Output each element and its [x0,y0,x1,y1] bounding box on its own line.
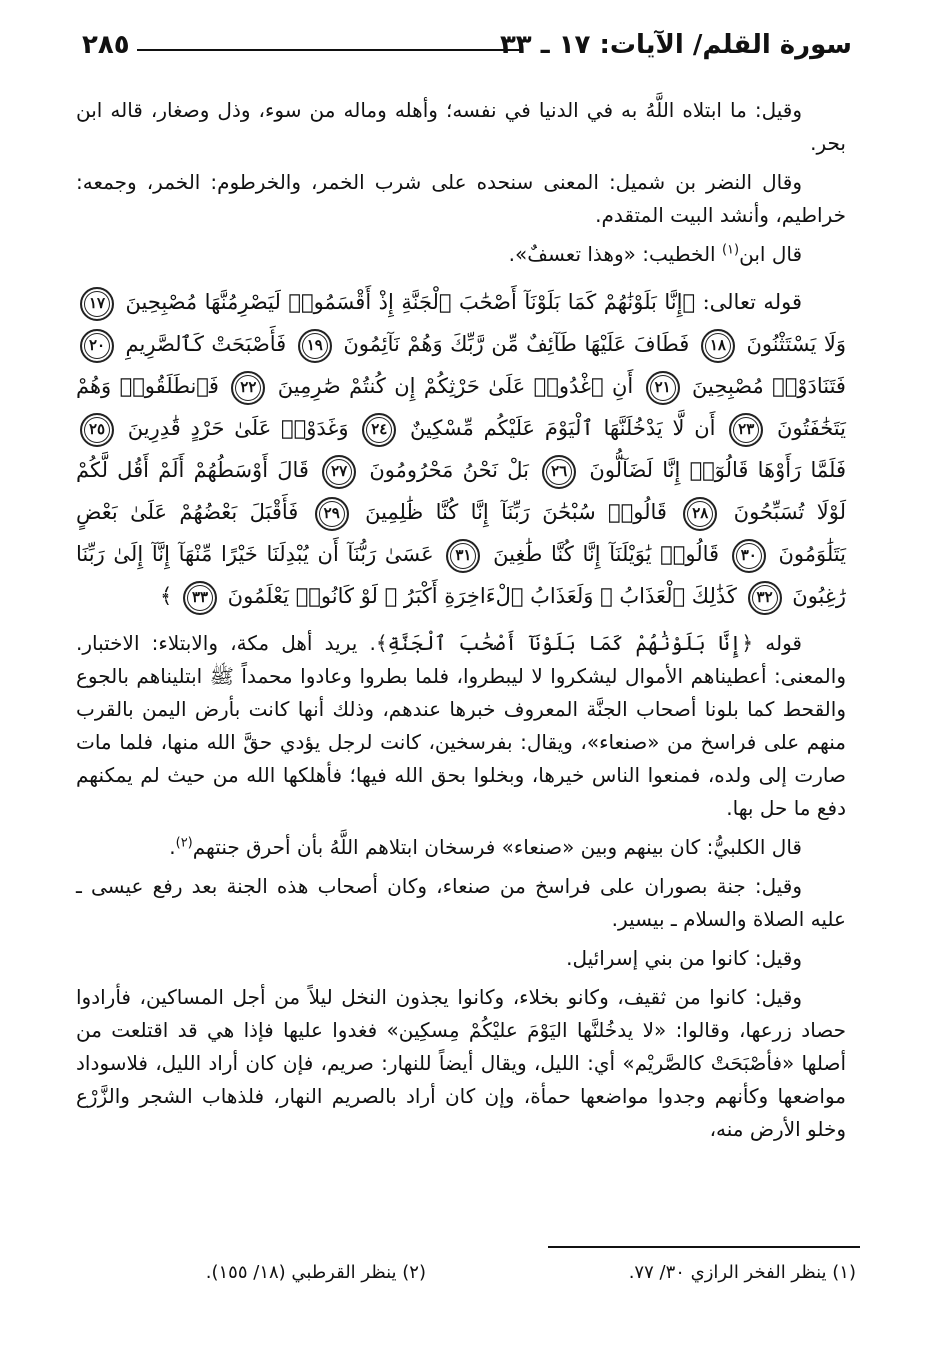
verse-text: فَأَقْبَلَ بَعْضُهُمْ عَلَىٰ بَعْضٍ يَتَلَٰوَمُونَ [76,500,846,566]
verse-number-marker: ٢٧ [322,455,356,489]
verse-text: كَذَٰلِكَ ٱلْعَذَابُ ۖ وَلَعَذَابُ ٱلْءَاخِرَةِ أَكْبَرُ ۚ لَوْ كَانُوا۟ يَعْلَمُونَ [221,584,737,608]
paragraph-israil: وقيل: كانوا من بني إسرائيل. [566,946,802,970]
kalbi-text: قال الكلبيُّ: كان بينهم وبين «صنعاء» فرسخان ابتلاهم اللَّهُ بأن أحرق جنتهم [192,835,802,859]
paragraph-kalbi [76,831,846,864]
verse-number-marker: ١٩ [298,329,332,363]
verse-text: بَلْ نَحْنُ مَحْرُومُونَ [360,458,529,482]
commentary-text: . يريد أهل مكة، والابتلاء: الاختبار. والمعنى: أعطيناهم الأموال ليشكروا لا ليبطروا، فلما بطروا وعادوا محمداً ﷺ ابتليناهم بالجوع والقحط كما بلونا أصحاب الجنَّة المعروف خبرها عندهم، وذلك أنها كانت بأرض اليمن بالقرب منهم على فراسخ من «صنعاء»، ويقال: بفرسخين، كانت لرجل يؤدي حقَّ الله منها، فلما مات صارت إلى ولده، فمنعوا الناس خيرها، وبخلوا بحق الله فيها؛ فأهلكها الله من حيث لم يمكنهم دفع ما حل بها. [76,631,846,820]
quran-verses [76,290,846,608]
paragraph-thaqif: وقيل: كانوا من ثقيف، وكانو بخلاء، وكانوا يجذون النخل ليلاً من أجل المساكين، فأرادوا حصاد زرعها، وقالوا: «لا يدخُلنَّها اليَوْمَ عليْكُمْ مِسكِين» فغدوا عليها فإذا هي قد اقتلعت من أصلها «فأصْبَحَتْ كالصَّريْم» أي: الليل، ويقال أيضاً للنهار: صريم، فإن كان أراد الليل، فلاسوداد مواضعها وكأنهم وجدوا مواضعها حمأة، وإن كان أراد بالصريم النهار، فلذهاب الشجر والزَّرْع وخلو الأرض منه، [76,985,846,1141]
verse-number-marker: ٢٦ [542,455,576,489]
verse-text: أَنِ ٱغْدُوا۟ عَلَىٰ حَرْثِكُمْ إِن كُنتُمْ صَٰرِمِينَ [269,374,634,398]
citation-before: قال ابن [739,242,802,266]
verse-text: وَغَدَوْا۟ عَلَىٰ حَرْدٍ قَٰدِرِينَ [118,416,349,440]
verse-text: فَطَافَ عَلَيْهَا طَآئِفٌ مِّن رَّبِّكَ وَهُمْ نَآئِمُونَ [335,332,690,356]
verse-text: قَالُوا۟ سُبْحَٰنَ رَبِّنَآ إِنَّا كُنَّا ظَٰلِمِينَ [352,500,667,524]
verse-number-marker: ٣١ [446,539,480,573]
verse-text: فَٱنطَلَقُوا۟ وَهُمْ يَتَخَٰفَتُونَ [76,374,846,440]
verse-number-marker: ٣٢ [748,581,782,615]
commentary-quote: ﴿إِنَّا بَلَوْنَٰهُمْ كَمَا بَلَوْنَآ أَصْحَٰبَ ٱلْجَنَّةِ﴾ [375,631,754,655]
verse-text: قَالَ أَوْسَطُهُمْ أَلَمْ أَقُل لَّكُمْ لَوْلَا تُسَبِّحُونَ [76,458,846,524]
verse-text: فَتَنَادَوْا۟ مُصْبِحِينَ [683,374,846,398]
verse-number-marker: ٢١ [646,371,680,405]
page-number: ٢٨٥ [82,30,130,60]
verse-number-marker: ١٧ [80,287,114,321]
verse-number-marker: ٢٨ [683,497,717,531]
footnote-ref-1: (١) [721,242,740,258]
footnote-2: (٢) ينظر القرطبي (١٨/ ١٥٥). [205,1262,426,1283]
verse-number-marker: ١٨ [701,329,735,363]
verse-number-marker: ٢٩ [315,497,349,531]
quran-close: ﴾ [160,584,173,608]
quran-intro: قوله تعالى: ﴿ [682,290,802,314]
verse-text: إِنَّا بَلَوْنَٰهُمْ كَمَا بَلَوْنَآ أَصْحَٰبَ ٱلْجَنَّةِ إِذْ أَقْسَمُوا۟ لَيَصْرِمُنَّهَا مُصْبِحِينَ [118,290,683,314]
footnote-1: (١) ينظر الفخر الرازي ٣٠/ ٧٧. [628,1262,856,1283]
main-text [76,94,846,1152]
header-rule [137,49,522,51]
verse-number-marker: ٢٣ [729,413,763,447]
paragraph-sawran: وقيل: جنة بصوران على فراسخ من صنعاء، وكان أصحاب هذه الجنة بعد رفع عيسى ـ عليه الصلاة والسلام ـ بيسير. [76,874,846,931]
verse-number-marker: ٢٠ [80,329,114,363]
footnotes [66,1262,856,1292]
citation-after: الخطيب: «وهذا تعسفٌ». [508,242,722,266]
quran-passage [76,281,846,617]
verse-number-marker: ٢٢ [231,371,265,405]
paragraph-nadr: وقال النضر بن شميل: المعنى سنحده على شرب الخمر، والخرطوم: الخمر، وجمعه: خراطيم، وأنشد البيت المتقدم. [76,170,846,227]
verse-text: فَلَمَّا رَأَوْهَا قَالُوٓا۟ إِنَّا لَضَآلُّونَ [580,458,846,482]
verse-text: أَن لَّا يَدْخُلَنَّهَا ٱلْيَوْمَ عَلَيْكُم مِّسْكِينٌ [400,416,716,440]
verse-text: عَسَىٰ رَبُّنَآ أَن يُبْدِلَنَا خَيْرًا مِّنْهَآ إِنَّآ إِلَىٰ رَبِّنَا رَٰغِبُونَ [76,542,846,608]
verse-number-marker: ٣٣ [183,581,217,615]
paragraph-commentary [76,627,846,825]
paragraph-ibn-bahr: وقيل: ما ابتلاه اللَّهُ به في الدنيا في نفسه؛ وأهله وماله من سوء، وذل وصغار، قاله ابن بحر. [76,98,846,155]
kalbi-end: . [169,835,176,859]
verse-number-marker: ٢٥ [80,413,114,447]
footnote-rule [548,1246,860,1248]
running-header [82,30,852,64]
chapter-title: سورة القلم/ الآيات: ١٧ ـ ٣٣ [499,30,852,60]
verse-number-marker: ٢٤ [362,413,396,447]
verse-text: فَأَصْبَحَتْ كَٱلصَّرِيمِ [118,332,287,356]
paragraph-khatib [76,238,846,271]
footnote-ref-2: (٢) [175,835,193,851]
commentary-intro: قوله [753,631,802,655]
verse-text: قَالُوا۟ يَٰوَيْلَنَآ إِنَّا كُنَّا طَٰغِينَ [484,542,720,566]
verse-text: وَلَا يَسْتَثْنُونَ [738,332,846,356]
verse-number-marker: ٣٠ [732,539,766,573]
